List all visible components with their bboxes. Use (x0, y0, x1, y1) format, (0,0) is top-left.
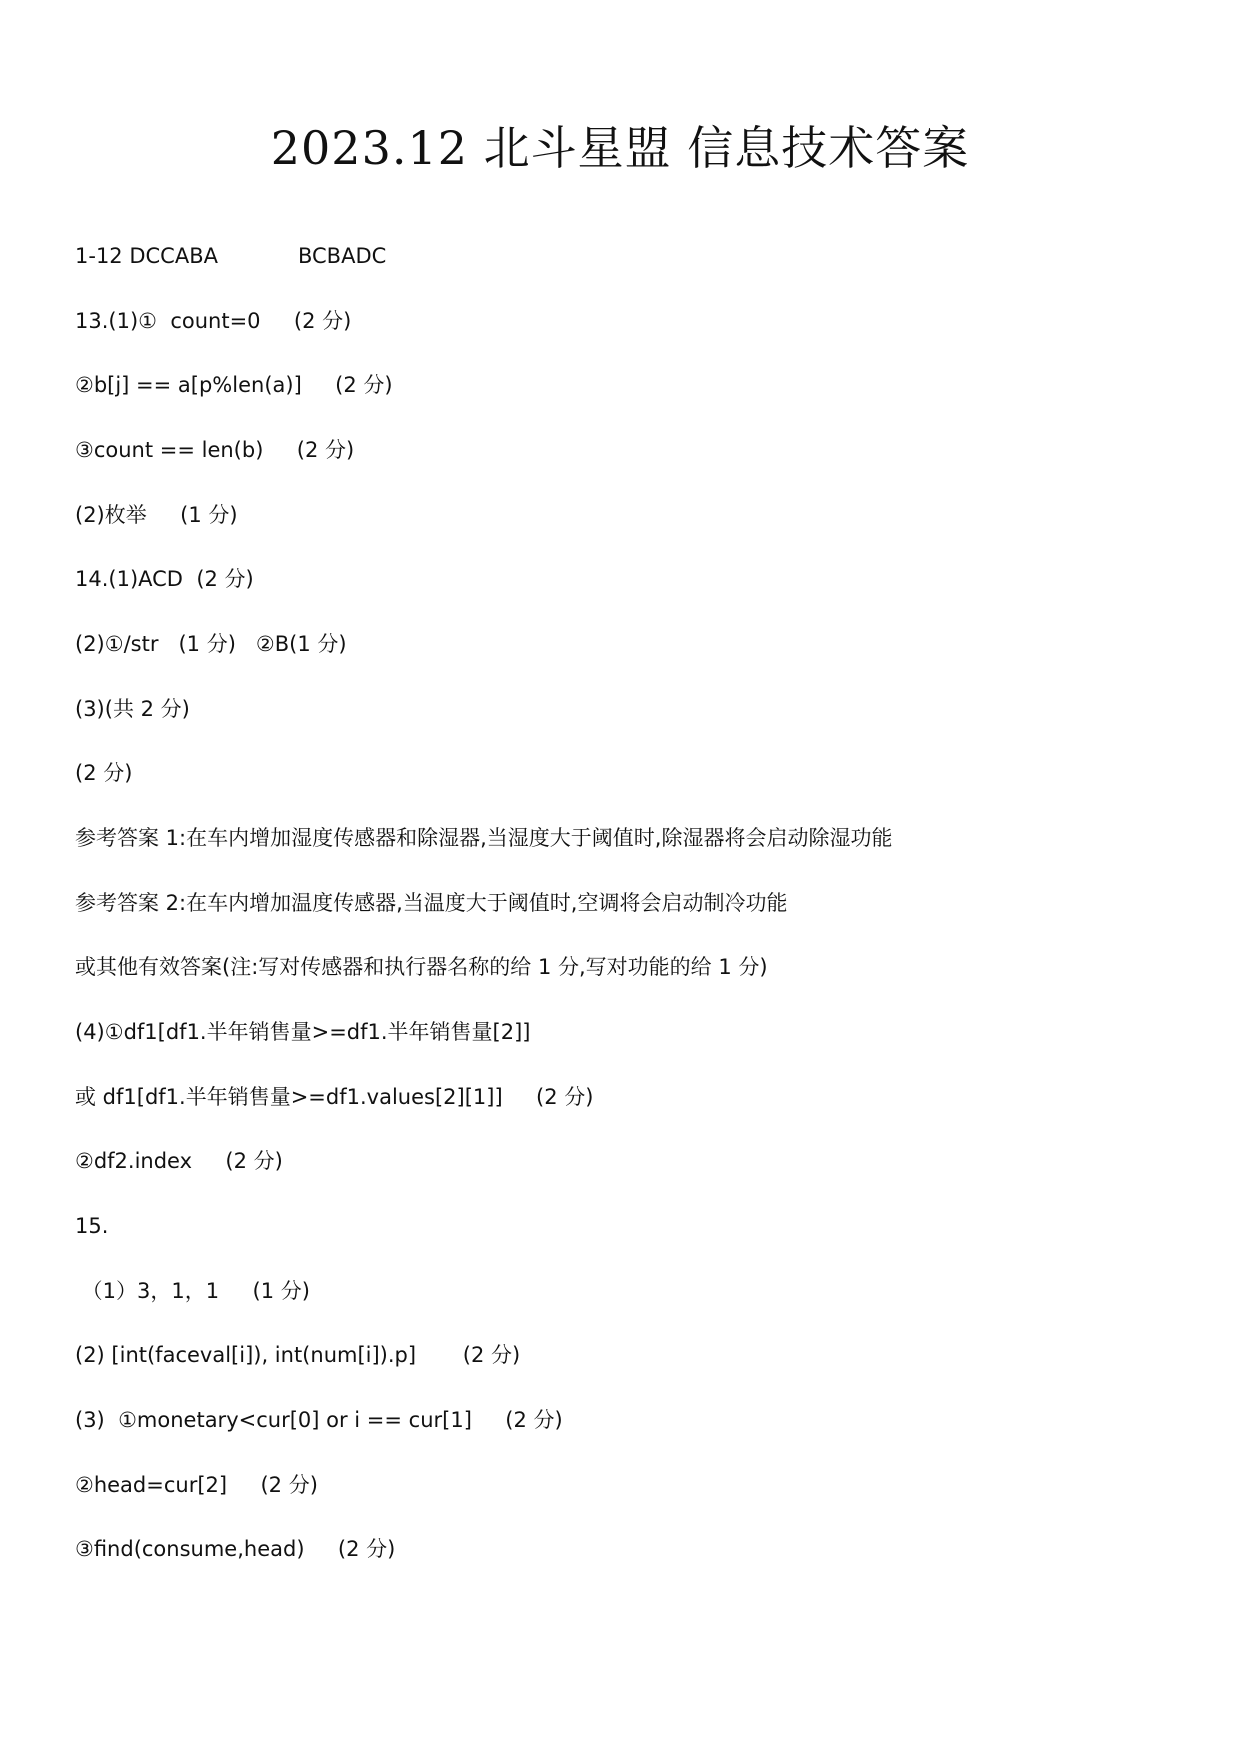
answer-line: (3) ①monetary<cur[0] or i == cur[1] (2 分) (75, 1408, 563, 1432)
answer-line: （1）3，1，1 (1 分) (75, 1279, 310, 1303)
answer-line: 13.(1)① count=0 (2 分) (75, 309, 352, 333)
answer-line: 参考答案 1:在车内增加湿度传感器和除湿器,当湿度大于阈值时,除湿器将会启动除湿功能 (75, 826, 893, 850)
answer-line: (2 分) (75, 761, 133, 785)
answer-line: (4)①df1[df1.半年销售量>=df1.半年销售量[2]] (75, 1020, 531, 1044)
answer-line: (2)枚举 (1 分) (75, 503, 238, 527)
answer-line: 参考答案 2:在车内增加温度传感器,当温度大于阈值时,空调将会启动制冷功能 (75, 891, 788, 915)
answer-line: 14.(1)ACD (2 分) (75, 567, 254, 591)
answer-line: ②df2.index (2 分) (75, 1149, 283, 1173)
answer-line: ②head=cur[2] (2 分) (75, 1473, 318, 1497)
answer-text-cont: BCBADC (297, 244, 387, 268)
answer-line: ③count == len(b) (2 分) (75, 438, 355, 462)
answer-line: (3)(共 2 分) (75, 697, 190, 721)
answer-line: 15. (75, 1214, 109, 1238)
answer-text: 1-12 DCCABA (75, 244, 218, 268)
answer-line-1-12 (75, 241, 386, 271)
answer-line: (2)①/str (1 分) ②B(1 分) (75, 632, 347, 656)
answer-line: 或其他有效答案(注:写对传感器和执行器名称的给 1 分,写对功能的给 1 分) (75, 955, 768, 979)
answer-line: ②b[j] == a[p%len(a)] (2 分) (75, 373, 393, 397)
page-title: 2023.12 北斗星盟 信息技术答案 (270, 121, 970, 175)
answer-line: 或 df1[df1.半年销售量>=df1.values[2][1]] (2 分) (75, 1085, 594, 1109)
answer-line: ③find(consume,head) (2 分) (75, 1537, 396, 1561)
answer-line: (2) [int(faceval[i]), int(num[i]).p] (2 分) (75, 1343, 521, 1367)
